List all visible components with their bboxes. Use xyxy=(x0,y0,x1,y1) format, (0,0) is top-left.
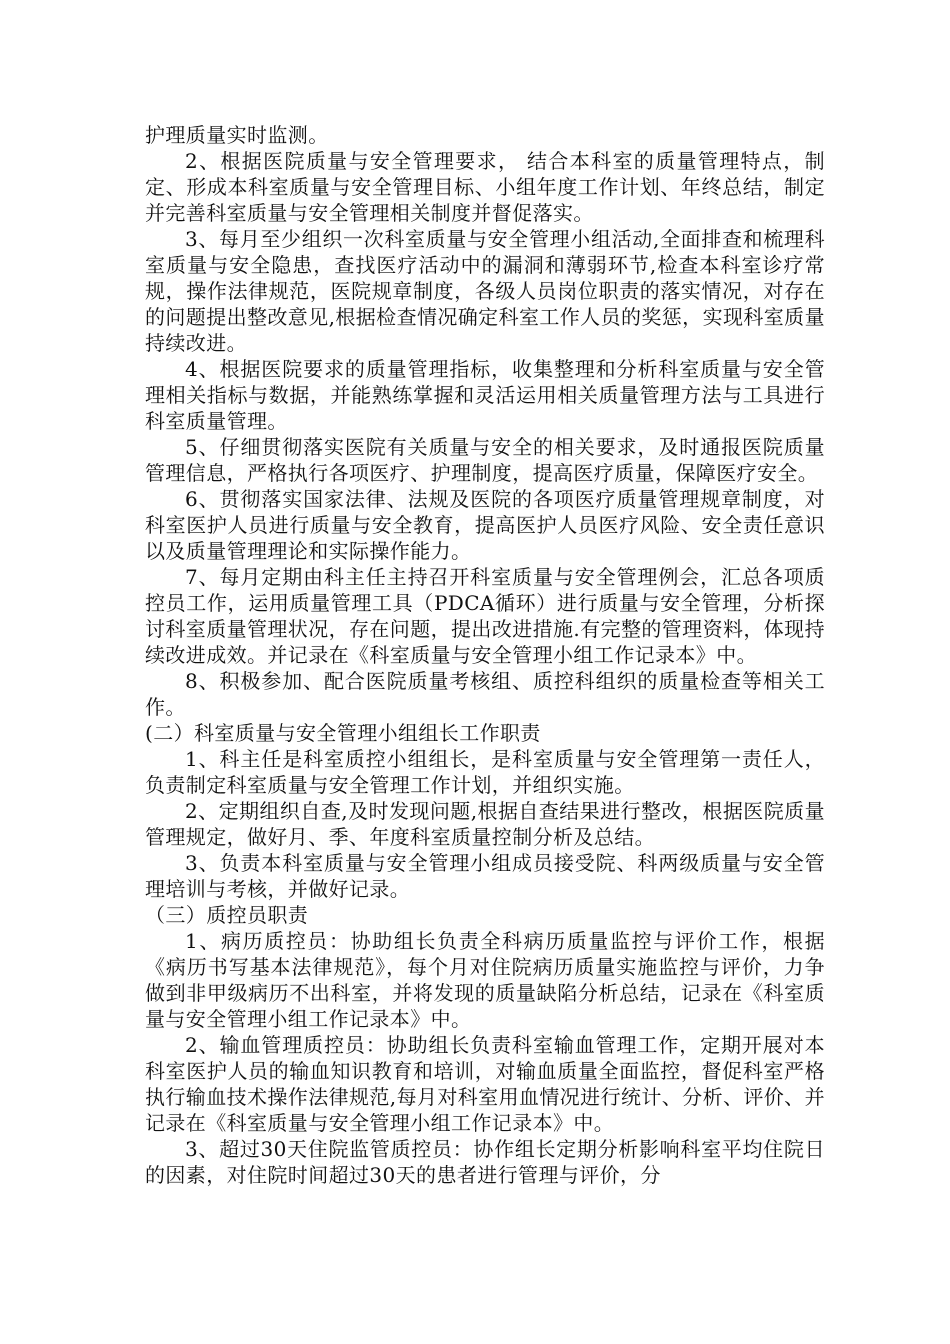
section-heading-2: (二）科室质量与安全管理小组组长工作职责 xyxy=(145,721,541,745)
paragraph-item-2: 2、根据医院质量与安全管理要求， 结合本科室的质量管理特点，制定、形成本科室质量与安全管理目标、小组年度工作计划、年终总结，制定并完善科室质量与安全管理相关制度并督促落实。 xyxy=(145,149,825,225)
paragraph-item-4: 4、根据医院要求的质量管理指标，收集整理和分析科室质量与安全管理相关指标与数据，并能熟练掌握和灵活运用相关质量管理方法与工具进行科室质量管理。 xyxy=(145,357,825,433)
paragraph-continuation: 护理质量实时监测。 xyxy=(145,123,329,147)
paragraph-qc-2: 2、输血管理质控员：协助组长负责科室输血管理工作，定期开展对本科室医护人员的输血知识教育和培训，对输血质量全面监控，督促科室严格执行输血技术操作法律规范,每月对科室用血情况进行统计、分析、评价、并记录在《科室质量与安全管理小组工作记录本》中。 xyxy=(145,1033,825,1135)
paragraph-item-6: 6、贯彻落实国家法律、法规及医院的各项医疗质量管理规章制度，对科室医护人员进行质量与安全教育，提高医护人员医疗风险、安全责任意识以及质量管理理论和实际操作能力。 xyxy=(145,487,825,563)
section-heading-3: （三）质控员职责 xyxy=(145,903,309,927)
paragraph-leader-2: 2、定期组织自查,及时发现问题,根据自查结果进行整改，根据医院质量管理规定，做好月、季、年度科室质量控制分析及总结。 xyxy=(145,799,825,849)
paragraph-leader-1: 1、科主任是科室质控小组组长，是科室质量与安全管理第一责任人，负责制定科室质量与安全管理工作计划，并组织实施。 xyxy=(145,747,825,797)
paragraph-item-7: 7、每月定期由科主任主持召开科室质量与安全管理例会，汇总各项质控员工作，运用质量管理工具（PDCA循环）进行质量与安全管理，分析探讨科室质量管理状况，存在问题，提出改进措施.有完整的管理资料，体现持续改进成效。并记录在《科室质量与安全管理小组工作记录本》中。 xyxy=(145,565,825,667)
paragraph-leader-3: 3、负责本科室质量与安全管理小组成员接受院、科两级质量与安全管理培训与考核，并做好记录。 xyxy=(145,851,825,901)
document-page xyxy=(145,122,825,1188)
paragraph-qc-3: 3、超过30天住院监管质控员：协作组长定期分析影响科室平均住院日的因素，对住院时间超过30天的患者进行管理与评价，分 xyxy=(145,1137,825,1187)
paragraph-item-8: 8、积极参加、配合医院质量考核组、质控科组织的质量检查等相关工作。 xyxy=(145,669,825,719)
paragraph-qc-1: 1、病历质控员：协助组长负责全科病历质量监控与评价工作，根据《病历书写基本法律规范》，每个月对住院病历质量实施监控与评价，力争做到非甲级病历不出科室，并将发现的质量缺陷分析总结，记录在《科室质量与安全管理小组工作记录本》中。 xyxy=(145,929,825,1031)
paragraph-item-3: 3、每月至少组织一次科室质量与安全管理小组活动,全面排查和梳理科室质量与安全隐患，查找医疗活动中的漏洞和薄弱环节,检查本科室诊疗常规，操作法律规范，医院规章制度，各级人员岗位职责的落实情况，对存在的问题提出整改意见,根据检查情况确定科室工作人员的奖惩，实现科室质量持续改进。 xyxy=(145,227,825,355)
paragraph-item-5: 5、仔细贯彻落实医院有关质量与安全的相关要求，及时通报医院质量管理信息，严格执行各项医疗、护理制度，提高医疗质量，保障医疗安全。 xyxy=(145,435,825,485)
